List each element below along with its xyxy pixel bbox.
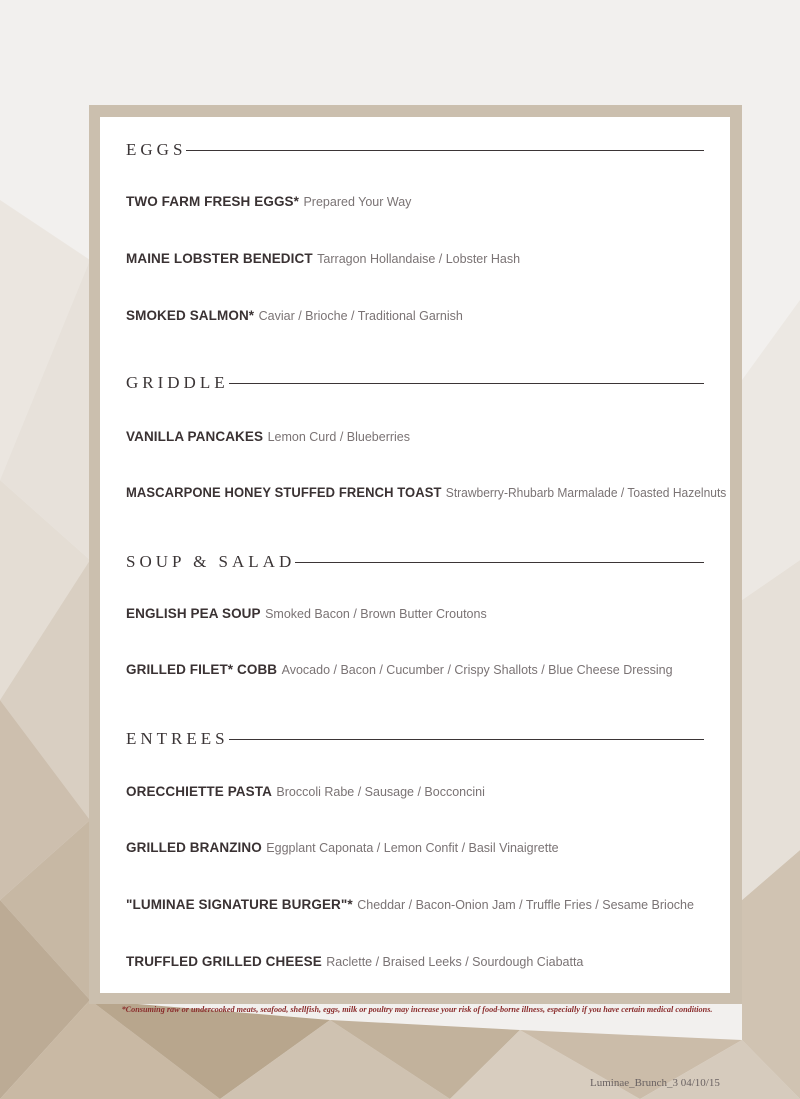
menu-item-description: Tarragon Hollandaise / Lobster Hash [317, 252, 521, 266]
menu-item-description: Cheddar / Bacon-Onion Jam / Truffle Fries / Sesame Brioche [357, 898, 694, 912]
menu-item-name: MAINE LOBSTER BENEDICT [126, 251, 313, 266]
menu-item [126, 839, 559, 857]
menu-item-description: Broccoli Rabe / Sausage / Bocconcini [276, 785, 485, 799]
section-rule [186, 150, 704, 151]
menu-item-name: MASCARPONE HONEY STUFFED FRENCH TOAST [126, 485, 442, 500]
menu-item-name: GRILLED BRANZINO [126, 840, 262, 855]
section-rule [229, 383, 704, 384]
section-title-text: EGGS [126, 140, 187, 159]
section-title-text: GRIDDLE [126, 373, 229, 392]
section-rule [229, 739, 704, 740]
section-title-eggs [126, 138, 704, 162]
section-rule [295, 562, 704, 563]
food-safety-notice: *Consuming raw or undercooked meats, seafood, shellfish, eggs, milk or poultry may increase your risk of food-borne illness, especially if you have certain medical conditions. [121, 1005, 713, 1014]
menu-item [126, 661, 673, 679]
menu-item-description: Strawberry-Rhubarb Marmalade / Toasted Hazelnuts [445, 486, 727, 500]
menu-item-description: Eggplant Caponata / Lemon Confit / Basil Vinaigrette [266, 841, 559, 855]
menu-item-description: Lemon Curd / Blueberries [267, 430, 410, 444]
section-title-text: ENTREES [126, 729, 229, 748]
footer-code: Luminae_Brunch_3 04/10/15 [590, 1077, 720, 1089]
menu-item-name: TWO FARM FRESH EGGS* [126, 194, 300, 209]
menu-item-name: GRILLED FILET* COBB [126, 662, 278, 677]
menu-item [126, 953, 583, 971]
menu-item-name: VANILLA PANCAKES [126, 429, 264, 444]
menu-item-name: TRUFFLED GRILLED CHEESE [126, 954, 322, 969]
menu-item-description: Prepared Your Way [303, 195, 412, 209]
menu-item-description: Smoked Bacon / Brown Butter Croutons [265, 607, 487, 621]
menu-item [126, 783, 485, 801]
section-title-griddle [126, 371, 704, 395]
menu-item [126, 484, 726, 502]
section-title-entrees [126, 727, 704, 751]
menu-item-name: ENGLISH PEA SOUP [126, 606, 261, 621]
menu-item [126, 896, 694, 914]
menu-item [126, 307, 463, 325]
section-title-text: SOUP & SALAD [126, 552, 296, 571]
menu-item [126, 193, 411, 211]
menu-item-description: Caviar / Brioche / Traditional Garnish [258, 309, 463, 323]
menu-item-description: Avocado / Bacon / Cucumber / Crispy Shallots / Blue Cheese Dressing [281, 663, 673, 677]
menu-item-name: "LUMINAE SIGNATURE BURGER"* [126, 897, 353, 912]
menu-card [100, 117, 730, 993]
menu-item-name: SMOKED SALMON* [126, 308, 255, 323]
menu-item-description: Raclette / Braised Leeks / Sourdough Ciabatta [326, 955, 584, 969]
section-title-soup-salad [126, 550, 704, 574]
menu-item [126, 250, 520, 268]
menu-item [126, 428, 410, 446]
menu-item [126, 605, 487, 623]
menu-item-name: ORECCHIETTE PASTA [126, 784, 272, 799]
